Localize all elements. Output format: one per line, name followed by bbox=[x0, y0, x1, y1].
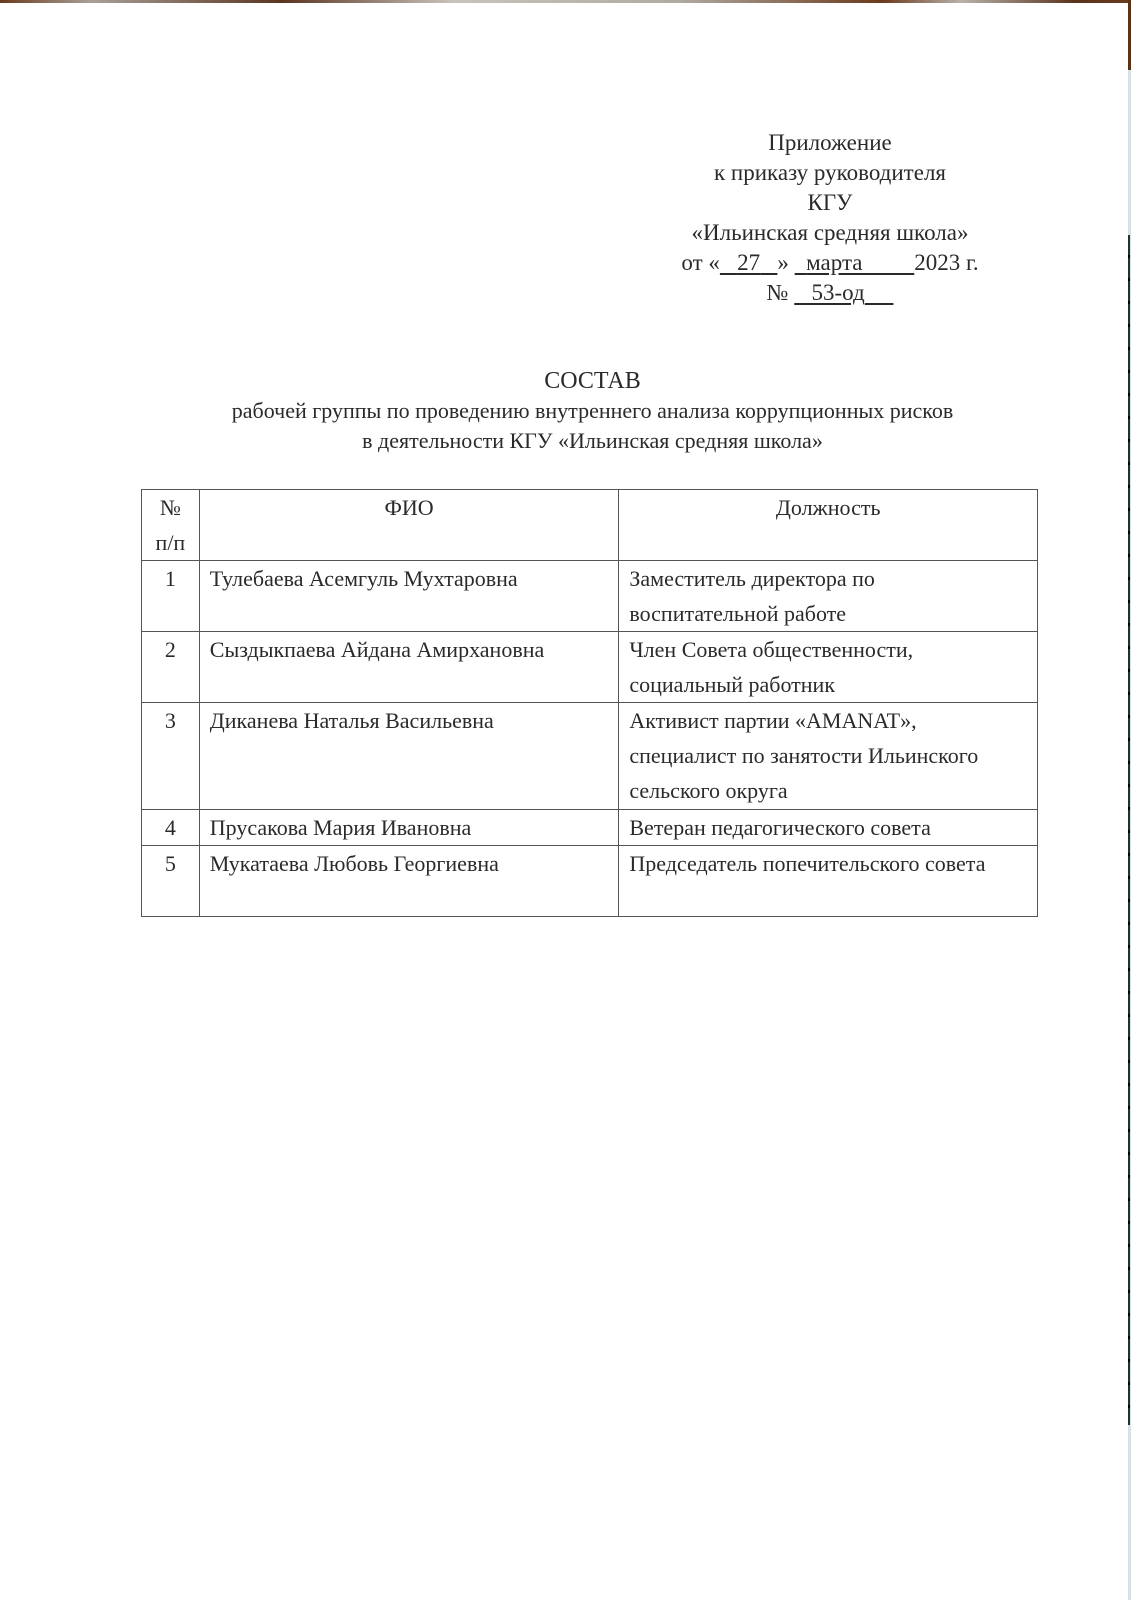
scan-top-edge bbox=[0, 0, 1131, 3]
table-row bbox=[142, 846, 1038, 917]
member-position: Ветеран педагогического совета bbox=[619, 810, 1038, 846]
table-row bbox=[142, 703, 1038, 810]
member-position: Заместитель директора по воспитательной работе bbox=[619, 561, 1038, 632]
appendix-number bbox=[620, 278, 1040, 308]
table-row bbox=[142, 561, 1038, 632]
order-number bbox=[794, 280, 893, 305]
table-row bbox=[142, 810, 1038, 846]
date-prefix: от « bbox=[681, 250, 720, 275]
member-name: Прусакова Мария Ивановна bbox=[199, 810, 619, 846]
member-name: Мукатаева Любовь Георгиевна bbox=[199, 846, 619, 917]
order-number-value: 53-од bbox=[811, 280, 865, 305]
table-header-row bbox=[142, 490, 1038, 561]
date-month bbox=[795, 250, 915, 275]
appendix-title: Приложение bbox=[768, 130, 892, 155]
member-name: Диканева Наталья Васильевна bbox=[199, 703, 619, 810]
appendix-org-name: «Ильинская средняя школа» bbox=[691, 220, 969, 245]
member-name: Тулебаева Асемгуль Мухтаровна bbox=[199, 561, 619, 632]
document-title: СОСТАВ bbox=[544, 368, 641, 394]
row-number: 2 bbox=[142, 632, 200, 703]
member-position: Председатель попечительского совета bbox=[619, 846, 1038, 917]
member-position: Активист партии «AMANAT», специалист по занятости Ильинского сельского округа bbox=[619, 703, 1038, 810]
working-group-table bbox=[141, 489, 1038, 917]
date-day bbox=[720, 250, 778, 275]
header-name: ФИО bbox=[199, 490, 619, 561]
date-day-value: 27 bbox=[737, 250, 761, 275]
appendix-date bbox=[620, 248, 1040, 278]
document-title-block bbox=[140, 366, 1045, 456]
date-mid: » bbox=[777, 250, 789, 275]
member-position: Член Совета общественности, социальный работник bbox=[619, 632, 1038, 703]
scan-right-edge-line bbox=[1128, 235, 1130, 1425]
appendix-header bbox=[620, 128, 1040, 308]
date-year: 2023 г. bbox=[914, 250, 979, 275]
row-number: 4 bbox=[142, 810, 200, 846]
number-prefix: № bbox=[766, 280, 789, 305]
header-number-symbol: № bbox=[159, 495, 181, 520]
header-number bbox=[142, 490, 200, 561]
document-subtitle-line1: рабочей группы по проведению внутреннего анализа коррупционных рисков bbox=[231, 398, 954, 423]
document-subtitle-line2: в деятельности КГУ «Ильинская средняя школа» bbox=[362, 428, 823, 453]
table-row bbox=[142, 632, 1038, 703]
date-month-value: марта bbox=[806, 250, 863, 275]
header-number-label: п/п bbox=[155, 530, 186, 555]
appendix-org-type: КГУ bbox=[807, 190, 853, 215]
row-number: 5 bbox=[142, 846, 200, 917]
appendix-order-ref: к приказу руководителя bbox=[714, 160, 946, 185]
member-name: Сыздыкпаева Айдана Амирхановна bbox=[199, 632, 619, 703]
row-number: 1 bbox=[142, 561, 200, 632]
header-position: Должность bbox=[619, 490, 1038, 561]
row-number: 3 bbox=[142, 703, 200, 810]
